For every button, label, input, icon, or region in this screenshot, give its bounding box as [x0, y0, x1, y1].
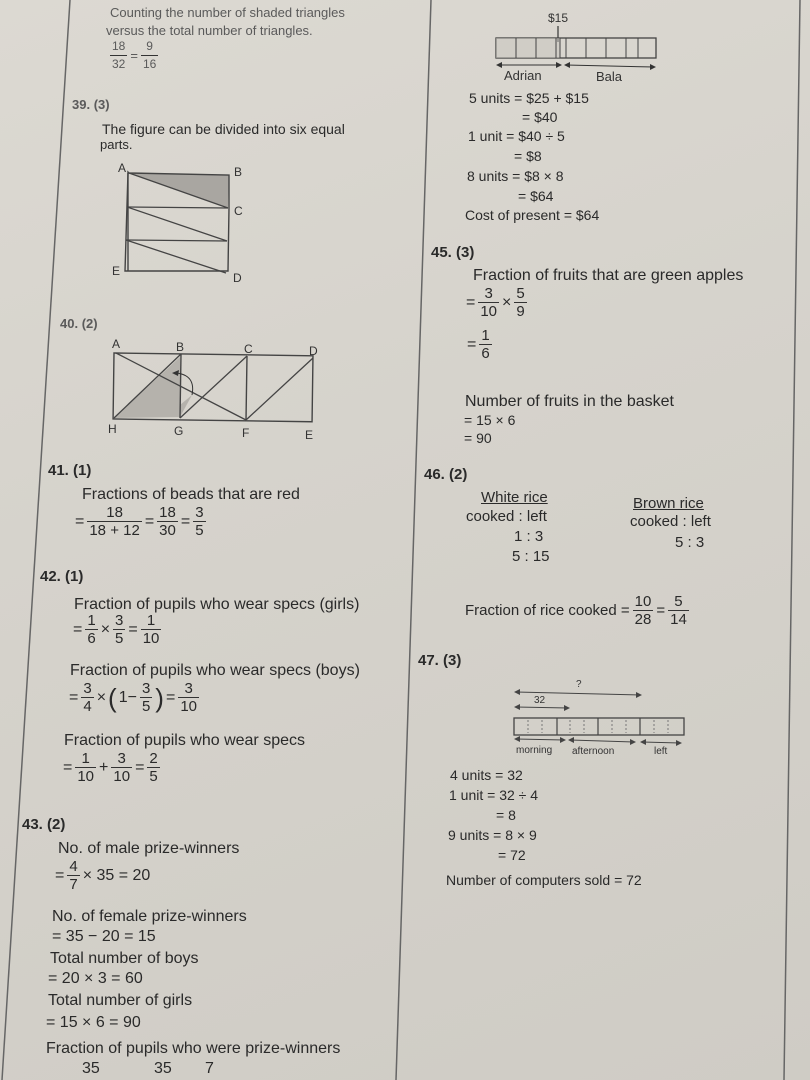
- q43-girls-heading: Total number of girls: [48, 992, 193, 1009]
- svg-text:F: F: [242, 426, 250, 440]
- svg-text:Adrian: Adrian: [504, 68, 542, 83]
- q44-line-4: = $8: [514, 148, 542, 164]
- q46-result: Fraction of rice cooked = $\frac{10}{28}$ = $\frac{5}{14}$: [465, 593, 687, 628]
- q45-basket-heading: Number of fruits in the basket: [465, 393, 674, 410]
- q44-line-3: 1 unit = $40 ÷ 5: [468, 128, 565, 144]
- q46-white-header: cooked : left: [466, 508, 547, 525]
- svg-text:E: E: [305, 428, 314, 442]
- svg-text:C: C: [244, 342, 253, 356]
- q39-line1: The figure can be divided into six equal: [102, 121, 345, 137]
- svg-text:E: E: [112, 264, 121, 278]
- q44-line-6: = $64: [518, 188, 554, 204]
- svg-text:morning: morning: [516, 745, 553, 756]
- q45-basket-eq2: = 90: [464, 430, 492, 446]
- svg-text:D: D: [233, 271, 242, 285]
- q45-basket-eq1: = 15 × 6: [464, 412, 516, 428]
- q45-equation-1: = $\frac{3}{10}$ × $\frac{5}{9}$: [466, 285, 525, 320]
- q42-number: 42.: [40, 568, 61, 585]
- svg-text:B: B: [176, 340, 185, 354]
- q41-answer: (1): [73, 462, 92, 479]
- q41-number: 41.: [48, 462, 69, 479]
- q38-fraction: $\frac{18}{32}$ = $\frac{9}{16}$: [112, 39, 157, 71]
- svg-text:C: C: [234, 204, 243, 218]
- q46-answer: (2): [449, 466, 468, 483]
- q45-number: 45.: [431, 244, 452, 261]
- q45-answer: (3): [456, 244, 475, 261]
- svg-text:B: B: [234, 165, 243, 179]
- q40-number: 40.: [60, 316, 79, 331]
- q38-line2: versus the total number of triangles.: [106, 23, 313, 38]
- svg-text:H: H: [108, 422, 117, 436]
- q47-line-1: 4 units = 32: [450, 767, 523, 783]
- q43-boys-equation: = 20 × 3 = 60: [48, 970, 143, 987]
- q42-total-equation: = $\frac{1}{10}$ + $\frac{3}{10}$ = $\frac{2}{5}$: [63, 750, 158, 785]
- q45-heading: Fraction of fruits that are green apples: [473, 267, 744, 284]
- svg-text:D: D: [309, 344, 318, 358]
- svg-text:32: 32: [534, 695, 546, 706]
- q44-line-1: 5 units = $25 + $15: [469, 90, 589, 106]
- q40-answer: (2): [81, 316, 98, 331]
- q46-white-ratio-1: 1 : 3: [514, 528, 544, 545]
- q43-answer: (2): [47, 816, 66, 833]
- q45-equation-2: = $\frac{1}{6}$: [467, 327, 490, 362]
- q46-brown-title: Brown rice: [633, 495, 704, 512]
- q46-white-ratio-2: 5 : 15: [512, 548, 550, 565]
- q42-answer: (1): [65, 568, 84, 585]
- svg-text:A: A: [118, 161, 127, 175]
- q43-boys-heading: Total number of boys: [50, 950, 199, 967]
- q47-conclusion: Number of computers sold = 72: [446, 872, 642, 888]
- q47-bar-model: [510, 675, 710, 755]
- svg-text:?: ?: [576, 679, 582, 690]
- q47-line-4: 9 units = 8 × 9: [448, 827, 537, 843]
- q43-male-equation: = $\frac{4}{7}$ × 35 = 20: [55, 858, 151, 893]
- q47-answer: (3): [443, 652, 462, 669]
- q46-brown-header: cooked : left: [630, 513, 711, 530]
- q43-partial-num-3: 7: [205, 1060, 214, 1077]
- q44-line-5: 8 units = $8 × 8: [467, 168, 564, 184]
- q42-girls-heading: Fraction of pupils who wear specs (girls): [74, 596, 360, 613]
- svg-text:Bala: Bala: [596, 69, 623, 84]
- q46-brown-ratio-1: 5 : 3: [675, 534, 705, 551]
- q44-bar-model: [490, 10, 670, 85]
- q42-boys-equation: = $\frac{3}{4}$ ×( 1− $\frac{3}{5}$ ) = $\frac{3}{10}$: [69, 680, 197, 715]
- q41-equation: = $\frac{18}{18 + 12}$ = $\frac{18}{30}$ = $\frac{3}{5}$: [75, 504, 204, 539]
- svg-text:G: G: [174, 424, 184, 438]
- q43-female-heading: No. of female prize-winners: [52, 908, 247, 925]
- q38-line1: Counting the number of shaded triangles: [110, 5, 345, 20]
- q42-boys-heading: Fraction of pupils who wear specs (boys): [70, 662, 360, 679]
- q43-partial-num-1: 35: [82, 1060, 100, 1077]
- q39-line2: parts.: [100, 137, 133, 152]
- q39-number: 39.: [72, 97, 91, 112]
- q44-line-2: = $40: [522, 109, 558, 125]
- q43-partial-num-2: 35: [154, 1060, 172, 1077]
- q47-line-3: = 8: [496, 807, 516, 823]
- q41-heading: Fractions of beads that are red: [82, 486, 300, 503]
- q40-figure: [100, 335, 340, 445]
- q43-female-equation: = 35 − 20 = 15: [52, 928, 156, 945]
- q39-answer: (3): [93, 97, 110, 112]
- svg-text:left: left: [654, 746, 668, 757]
- q46-number: 46.: [424, 466, 445, 483]
- q47-line-2: 1 unit = 32 ÷ 4: [449, 787, 539, 803]
- q43-fraction-heading: Fraction of pupils who were prize-winners: [46, 1040, 341, 1057]
- svg-text:A: A: [112, 337, 121, 351]
- svg-text:afternoon: afternoon: [572, 746, 615, 757]
- q47-number: 47.: [418, 652, 439, 669]
- q43-girls-equation: = 15 × 6 = 90: [46, 1014, 141, 1031]
- q46-white-title: White rice: [481, 489, 548, 506]
- q44-line-7: Cost of present = $64: [465, 207, 600, 223]
- q39-figure: [100, 160, 260, 290]
- q43-male-heading: No. of male prize-winners: [58, 840, 240, 857]
- q42-girls-equation: = $\frac{1}{6}$ × $\frac{3}{5}$ = $\frac{1}{10}$: [73, 612, 160, 647]
- q42-total-heading: Fraction of pupils who wear specs: [64, 732, 305, 749]
- q47-line-5: = 72: [498, 847, 526, 863]
- q43-number: 43.: [22, 816, 43, 833]
- svg-text:$15: $15: [548, 11, 569, 25]
